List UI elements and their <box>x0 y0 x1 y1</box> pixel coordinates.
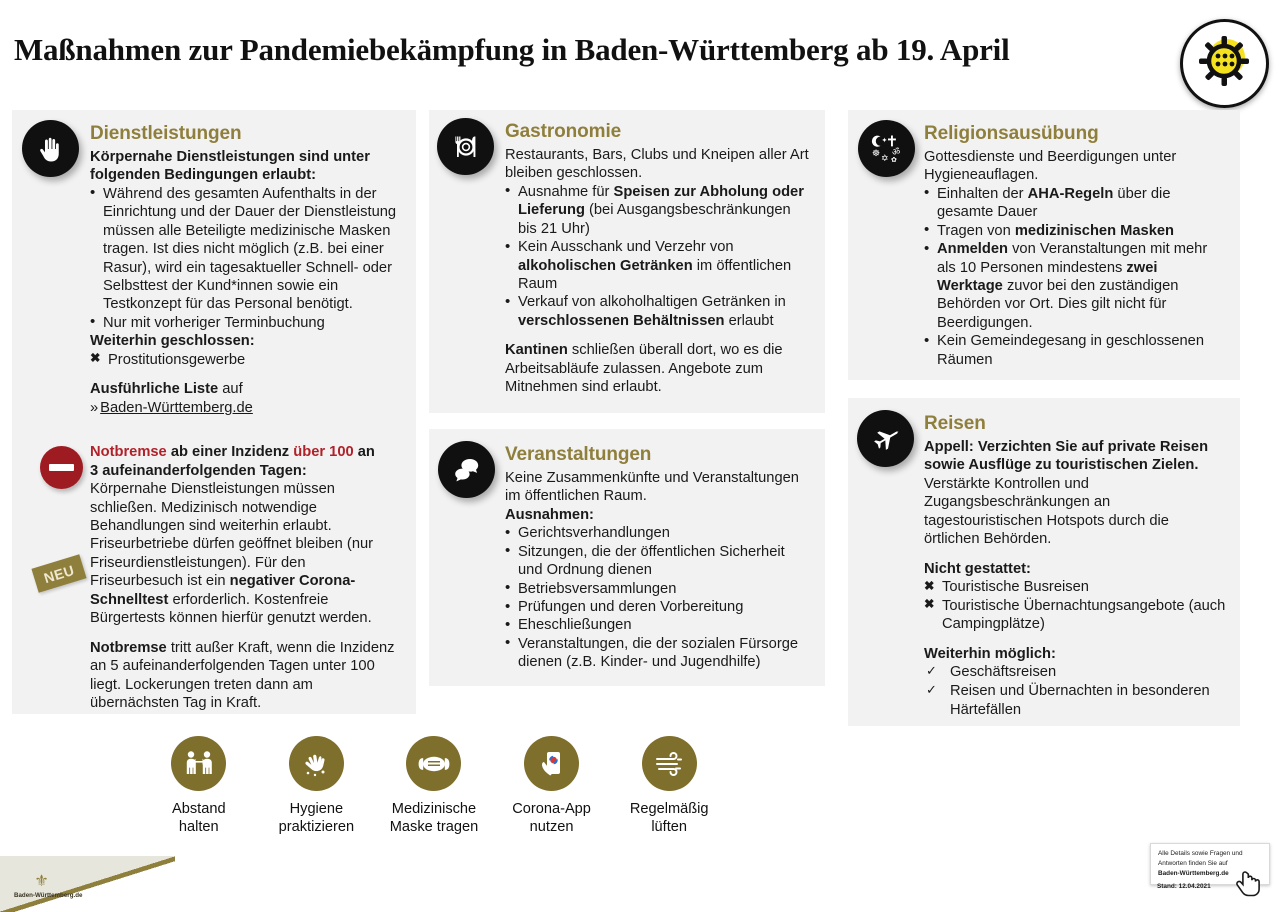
callout-line1: Alle Details sowie Fragen und <box>1158 850 1243 857</box>
rule-maske-tragen <box>375 736 493 837</box>
rule-hygiene-praktizieren <box>258 736 376 837</box>
bullet-post: von Veranstaltungen mit mehr als 10 Personen mindestens <box>937 241 1208 276</box>
list-item: • Veranstaltungen, die der sozialen Fürsorge dienen (z.B. Kinder- und Jugendhilfe) <box>505 635 811 672</box>
list-item <box>924 185 1226 222</box>
svg-text:✿: ✿ <box>890 155 897 164</box>
notbremse-threshold: über 100 <box>293 444 354 461</box>
rule-label-line2: praktizieren <box>278 818 355 835</box>
page-header <box>0 0 1285 96</box>
stand-date: Stand: 12.04.2021 <box>1157 883 1211 890</box>
panel-reisen <box>848 398 1240 726</box>
section-title-veranstaltungen: Veranstaltungen <box>505 444 652 465</box>
panel-veranstaltungen <box>429 429 825 686</box>
veranstaltungen-intro: Keine Zusammenkünfte und Veranstaltungen im öffentlichen Raum. <box>505 469 799 505</box>
state-crest-icon: ⚜ <box>34 873 48 890</box>
list-item: ✖ Touristische Busreisen <box>924 578 1226 597</box>
bullet-bold: medizinischen Masken <box>1014 222 1175 239</box>
bullet-post2: zuvor bei den zuständigen Behörden vor Ort. Dies gilt nicht für Beerdigungen. <box>937 278 1179 331</box>
bullet-bold2: zwei Werktage <box>937 259 1158 294</box>
bullet-bold: verschlossenen Behältnissen <box>518 312 725 329</box>
list-label-bold: Ausführliche Liste <box>90 381 219 398</box>
list-item: • Nur mit vorheriger Terminbuchung <box>90 314 400 332</box>
distance-people-icon <box>171 736 226 791</box>
veranstaltungen-bullets <box>505 524 811 672</box>
section-title-dienstleistungen: Dienstleistungen <box>90 123 242 144</box>
footer-ribbon <box>0 856 175 912</box>
column-right <box>848 110 1240 726</box>
rule-label-line2: Maske tragen <box>389 818 479 835</box>
smartphone-app-icon <box>524 736 579 791</box>
rule-label-line1: Medizinische <box>391 801 477 817</box>
rule-corona-app <box>493 736 611 837</box>
still-possible-heading: Weiterhin möglich: <box>924 646 1056 663</box>
section-title-religionsausuebung: Religionsausübung <box>924 123 1099 144</box>
panel-gastronomie <box>429 110 825 413</box>
notbremse-body1-bold: negativer Corona-Schnelltest <box>90 573 356 608</box>
kantinen-rest: schließen überall dort, wo es die Arbeitsabläufe zulassen. Angebote zum Mitnehmen sind erlaubt. <box>505 342 783 396</box>
hygiene-rules-row <box>0 736 848 856</box>
svg-text:✦: ✦ <box>881 136 887 144</box>
rule-abstand-halten <box>140 736 258 837</box>
bullet-pre: Ausnahme für <box>518 183 614 200</box>
rule-label-line1: Corona-App <box>512 801 591 817</box>
gastronomie-bullets <box>505 183 811 331</box>
handwash-icon <box>289 736 344 791</box>
speech-bubbles-icon <box>438 441 495 498</box>
bw-logo-text: Baden-Württemberg.de <box>14 892 83 899</box>
svg-text:☸: ☸ <box>871 148 880 159</box>
bullet-post: über die gesamte Dauer <box>937 185 1171 221</box>
list-item <box>924 222 1226 240</box>
bullet-pre: Kein Ausschank und Verzehr von <box>518 239 734 256</box>
religious-symbols-icon <box>858 120 915 177</box>
rule-label-line1: Abstand <box>172 801 226 817</box>
notbremse-body2-bold: Notbremse <box>90 639 167 656</box>
bullet-post: erlaubt <box>724 312 774 329</box>
dienstleistungen-bullets <box>90 185 400 333</box>
bullet-bold: AHA-Regeln <box>1027 185 1114 202</box>
list-item: ✖ Prostitutionsgewerbe <box>90 351 400 370</box>
list-item: • Eheschließungen <box>505 616 811 634</box>
list-item: • Betriebsversammlungen <box>505 580 811 598</box>
list-item: • Gerichtsverhandlungen <box>505 524 811 542</box>
section-title-reisen: Reisen <box>924 413 986 434</box>
bullet-bold: Speisen zur Abholung oder Lieferung <box>518 183 804 219</box>
bullet-pre: Einhalten der <box>937 185 1028 202</box>
gastronomie-intro: Restaurants, Bars, Clubs und Kneipen aller Art bleiben geschlossen. <box>505 146 809 182</box>
bullet-post: (bei Ausgangsbeschränkungen bis 21 Uhr) <box>518 202 791 237</box>
rule-label-line1: Hygiene <box>289 801 344 817</box>
bw-state-logo <box>14 873 83 899</box>
list-item <box>924 240 1226 332</box>
kantinen-bold: Kantinen <box>505 342 568 359</box>
not-allowed-list <box>924 578 1226 634</box>
notbremse-head-plain2: an <box>353 444 375 461</box>
notbremse-block <box>32 443 400 712</box>
closed-items <box>90 351 400 370</box>
section-title-gastronomie: Gastronomie <box>505 121 622 142</box>
link-arrow-icon: » <box>90 399 99 416</box>
panel-dienstleistungen <box>12 110 416 714</box>
reisen-body: Verstärkte Kontrollen und Zugangsbeschränkungen an tagestouristischen Hotspots durch die örtlichen Behörden. <box>924 475 1169 548</box>
footer-callout <box>1150 843 1280 907</box>
bullet-pre: Verkauf von alkoholhaltigen Getränken in <box>518 294 786 311</box>
svg-text:✡: ✡ <box>880 153 889 164</box>
list-item <box>505 238 811 293</box>
reisen-appell: Appell: Verzichten Sie auf private Reisen sowie Ausflüge zu touristischen Zielen. <box>924 438 1209 474</box>
airplane-icon <box>857 410 914 467</box>
notbremse-body1: Körpernahe Dienstleistungen müssen schließen. Medizinisch notwendige Behandlungen sind weiterhin erlaubt. Friseurbetriebe dürfen geöffnet bleiben (nur Friseurdienstleistungen). Für den Friseurbesuch ist ein <box>90 481 374 590</box>
rule-label-line1: Regelmäßig <box>629 801 709 817</box>
coronavirus-icon <box>1194 30 1256 97</box>
pointing-hand-cursor-icon <box>1234 868 1264 907</box>
neu-badge: NEU <box>31 555 86 594</box>
no-entry-icon <box>40 446 83 489</box>
notbremse-body2: tritt außer Kraft, wenn die Inzidenz an 5 aufeinanderfolgenden Tagen unter 100 liegt. Lockerungen treten dann am übernächsten Tag in Kraft. <box>90 639 395 711</box>
panel-religionsausuebung <box>848 110 1240 380</box>
dienstleistungen-intro: Körpernahe Dienstleistungen sind unter folgenden Bedingungen erlaubt: <box>90 148 370 184</box>
list-item: ✓ Reisen und Übernachten in besonderen Härtefällen <box>924 682 1226 719</box>
rule-label-line2: lüften <box>651 818 688 835</box>
open-hand-icon <box>22 120 79 177</box>
notbremse-head-line2: 3 aufeinanderfolgenden Tagen: <box>90 462 307 479</box>
page-title: Maßnahmen zur Pandemiebekämpfung in Baden-Württemberg ab 19. April <box>14 32 1010 67</box>
rule-label-line2: nutzen <box>529 818 574 835</box>
religion-intro: Gottesdienste und Beerdigungen unter Hygieneauflagen. <box>924 148 1177 184</box>
not-allowed-heading: Nicht gestattet: <box>924 560 1031 577</box>
religion-bullets <box>924 185 1226 369</box>
list-item: ✖ Touristische Übernachtungsangebote (auch Campingplätze) <box>924 597 1226 634</box>
rule-lueften <box>610 736 728 837</box>
callout-link[interactable]: Baden-Württemberg.de <box>1158 869 1229 877</box>
list-item: ✓ Geschäftsreisen <box>924 663 1226 682</box>
bw-website-link[interactable]: Baden-Württemberg.de <box>100 399 253 416</box>
bullet-bold: Anmelden <box>937 241 1008 258</box>
exceptions-heading: Ausnahmen: <box>505 506 594 523</box>
bullet-pre: Tragen von <box>937 222 1015 239</box>
closed-heading: Weiterhin geschlossen: <box>90 333 255 350</box>
list-label-rest: auf <box>222 381 243 398</box>
airflow-ventilate-icon <box>642 736 697 791</box>
notbremse-keyword: Notbremse <box>90 444 167 461</box>
svg-text:ॐ: ॐ <box>891 147 900 158</box>
cutlery-plate-icon <box>437 118 494 175</box>
coronavirus-logo <box>1180 19 1269 108</box>
list-item: • Während des gesamten Aufenthalts in der Einrichtung und der Dauer der Dienstleistung müssen alle Beteiligte medizinische Masken tragen. Ist dies nicht möglich (z.B. bei einer Rasur), wird ein tagesaktueller Schnell- oder Selbsttest der Kund*innen sowie ein Testkonzept für das Personal benötigt. <box>90 185 400 314</box>
notbremse-body1-end: erforderlich. Kostenfreie Bürgertests können hierfür genutzt werden. <box>90 591 372 627</box>
bullet-pre: Kein Gemeindegesang in geschlossenen Räumen <box>937 333 1205 368</box>
list-item: • Sitzungen, die der öffentlichen Sicherheit und Ordnung dienen <box>505 543 811 580</box>
list-item <box>505 293 811 330</box>
still-possible-list <box>924 663 1226 719</box>
list-item <box>924 332 1226 369</box>
column-middle <box>429 110 825 686</box>
list-item <box>505 183 811 238</box>
callout-line2: Antworten finden Sie auf <box>1158 859 1228 867</box>
bullet-post: im öffentlichen Raum <box>518 257 792 292</box>
list-item: • Prüfungen und deren Vorbereitung <box>505 598 811 616</box>
medical-mask-icon <box>406 736 461 791</box>
column-left <box>12 110 416 714</box>
notbremse-head-plain1: ab einer Inzidenz <box>166 444 294 461</box>
rule-label-line2: halten <box>178 818 219 835</box>
bullet-bold: alkoholischen Getränken <box>518 257 693 274</box>
